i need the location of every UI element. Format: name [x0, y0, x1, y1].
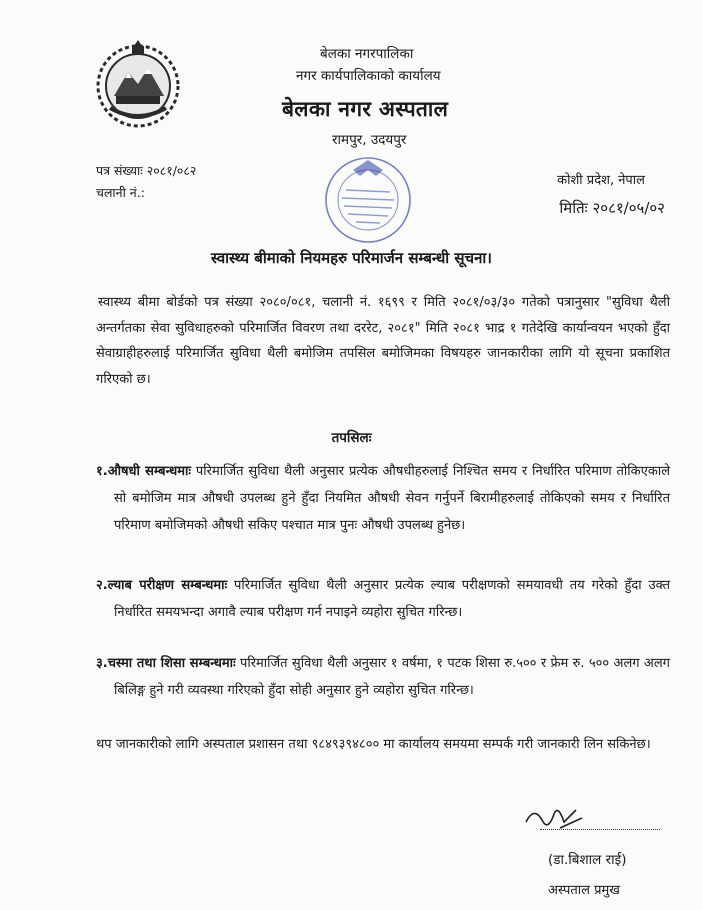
intro-paragraph: स्वास्थ्य बीमा बोर्डको पत्र संख्या २०८०/०८१, चलानी नं. १६९९ र मिति २०८१/०३/३० गतेको पत्रानुसार "सुविधा थैली अन्तर्गतका सेवा सुविधाहरुको परिमार्जित विवरण तथा दररेट, २०८१" मिति २०८१ भाद्र १ गतेदेखि कार्यान्वयन भएको हुँदा सेवाग्राहीहरुलाई परिमार्जित सुविधा थैली बमोजिम तपसिल बमोजिमका विषयहरु जानकारीका लागि यो सूचना प्रकाशित गरिएको छ। — [96, 295, 670, 387]
province: कोशी प्रदेश, नेपाल — [557, 173, 645, 188]
list-item — [96, 572, 670, 626]
notice-subject: स्वास्थ्य बीमाको नियमहरु परिमार्जन सम्बन्धी सूचना। — [211, 249, 492, 267]
handwritten-signature — [520, 800, 590, 840]
office-name: नगर कार्यपालिकाको कार्यालय — [296, 68, 441, 84]
item-text: परिमार्जित सुविधा थैली अनुसार १ वर्षमा, १ पटक शिसा रु.५०० र फ्रेम रु. ५०० अलग अलग बिलिङ्ग हुने गरी व्यवस्था गरिएको हुँदा सोही अनुसार हुने व्यहोरा सुचित गरिन्छ। — [114, 656, 670, 698]
hospital-address: रामपुर, उदयपुर — [332, 132, 407, 148]
item-title: ३.चस्मा तथा शिसा सम्बन्धमाः — [96, 656, 236, 671]
list-item — [96, 458, 670, 539]
closing-paragraph: थप जानकारीको लागि अस्पताल प्रशासन तथा ९८४९३९४८०० मा कार्यालय समयमा सम्पर्क गरी जानकारी लिन सकिनेछ। — [96, 737, 651, 752]
stamp-icon — [318, 150, 418, 250]
signature-line — [540, 828, 660, 830]
reference-number: पत्र संख्याः २०८१/०८२ — [96, 163, 197, 178]
item-title: २.ल्याब परीक्षण सम्बन्धमाः — [96, 578, 228, 593]
municipality-name: बेलका नगरपालिका — [320, 46, 414, 62]
list-item — [96, 650, 670, 704]
item-text: परिमार्जित सुविधा थैली अनुसार प्रत्येक ल्याब परीक्षणको समयावधी तय गरेको हुँदा उक्त निर्धारित समयभन्दा अगावै ल्याब परीक्षण गर्न नपाइने व्यहोरा सुचित गरिन्छ। — [114, 578, 671, 620]
letter-date: मितिः २०८१/०५/०२ — [559, 199, 665, 217]
signature-icon — [520, 800, 590, 840]
letter-meta — [96, 160, 196, 204]
emblem-icon — [92, 38, 184, 130]
item-title: १.औषधी सम्बन्धमाः — [96, 464, 191, 479]
hospital-name: बेलका नगर अस्पताल — [282, 97, 449, 121]
municipality-emblem — [92, 38, 184, 130]
signer-designation: अस्पताल प्रमुख — [548, 883, 620, 898]
item-text: परिमार्जित सुविधा थैली अनुसार प्रत्येक औषधीहरुलाई निश्चित समय र निर्धारित परिमाण तोकिएकाले सो बमोजिम मात्र औषधी उपलब्ध हुने हुँदा नियमित औषधी सेवन गर्नुपर्ने बिरामीहरुलाई तोकिएको समय र निर्धारित परिमाण बमोजिमको औषधी सकिए पश्चात मात्र पुनः औषधी उपलब्ध हुनेछ। — [114, 464, 671, 533]
details-heading: तपसिलः — [331, 430, 372, 446]
signer-name: (डा.बिशाल राई) — [548, 852, 627, 868]
dispatch-number: चलानी नं.: — [96, 185, 145, 200]
office-stamp — [318, 150, 418, 250]
